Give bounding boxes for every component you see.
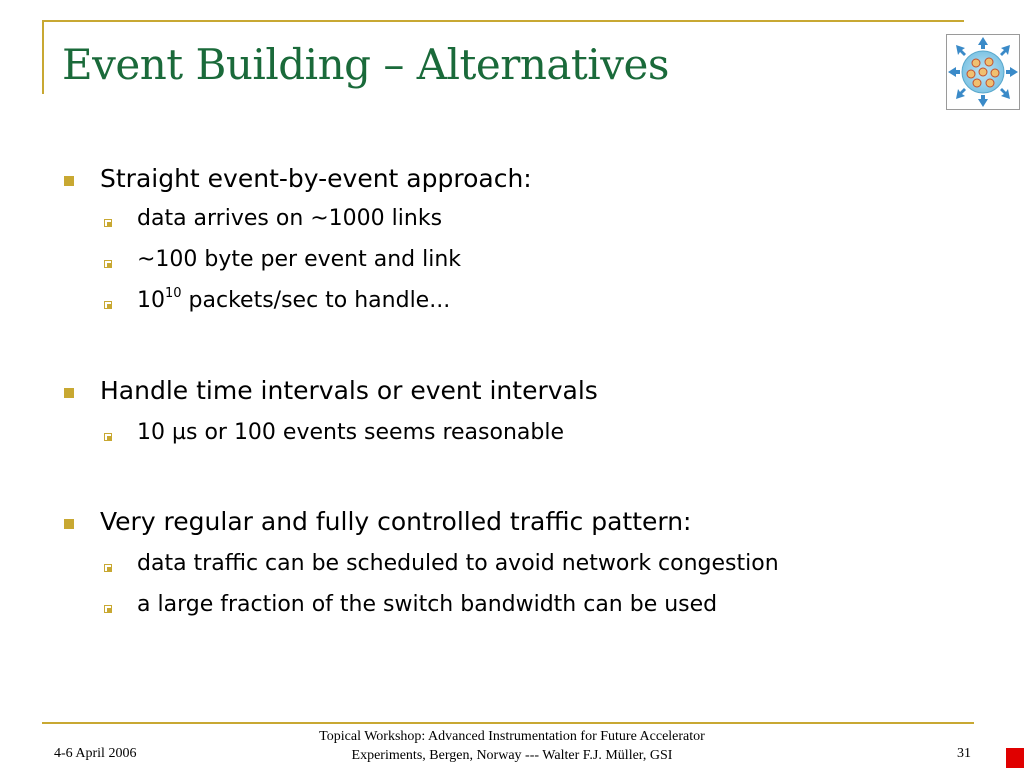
accent-top-line (42, 20, 964, 22)
bullet-item: Straight event-by-event approach: (100, 164, 532, 193)
sub-bullet-marker (104, 260, 112, 268)
footer-event (262, 727, 762, 765)
corner-marker (1006, 748, 1024, 768)
sub-bullet-item (137, 288, 450, 313)
bullet-marker (64, 388, 74, 398)
accent-vertical-line (42, 20, 44, 94)
footer-date: 4-6 April 2006 (54, 746, 137, 761)
sub-bullet-marker (104, 219, 112, 227)
sub-bullet-item: ~100 byte per event and link (137, 247, 462, 272)
power-base: 10 (137, 288, 165, 313)
sub-bullet-marker (104, 564, 112, 572)
sub-bullet-marker (104, 301, 112, 309)
footer-divider (42, 722, 974, 724)
power-exponent: 10 (165, 286, 182, 301)
bullet-item: Handle time intervals or event intervals (100, 376, 598, 405)
footer-event-line-1: Topical Workshop: Advanced Instrumentation for Future Accelerator (319, 729, 705, 744)
sub-bullet-marker (104, 605, 112, 613)
sub-bullet-item: data traffic can be scheduled to avoid network congestion (137, 551, 779, 576)
footer-event-line-2: Experiments, Bergen, Norway --- Walter F.J. Müller, GSI (351, 748, 673, 763)
bullet-item: Very regular and fully controlled traffic pattern: (100, 507, 692, 536)
sub-bullet-item: 10 µs or 100 events seems reasonable (137, 420, 564, 445)
sub-bullet-item: a large fraction of the switch bandwidth can be used (137, 592, 718, 617)
sub-bullet-item: data arrives on ~1000 links (137, 206, 443, 231)
event-building-diagram-icon (946, 34, 1020, 110)
sub-bullet-marker (104, 433, 112, 441)
page-number: 31 (957, 746, 971, 761)
slide-title: Event Building – Alternatives (62, 40, 669, 89)
power-rest: packets/sec to handle... (181, 288, 451, 313)
bullet-marker (64, 519, 74, 529)
bullet-marker (64, 176, 74, 186)
